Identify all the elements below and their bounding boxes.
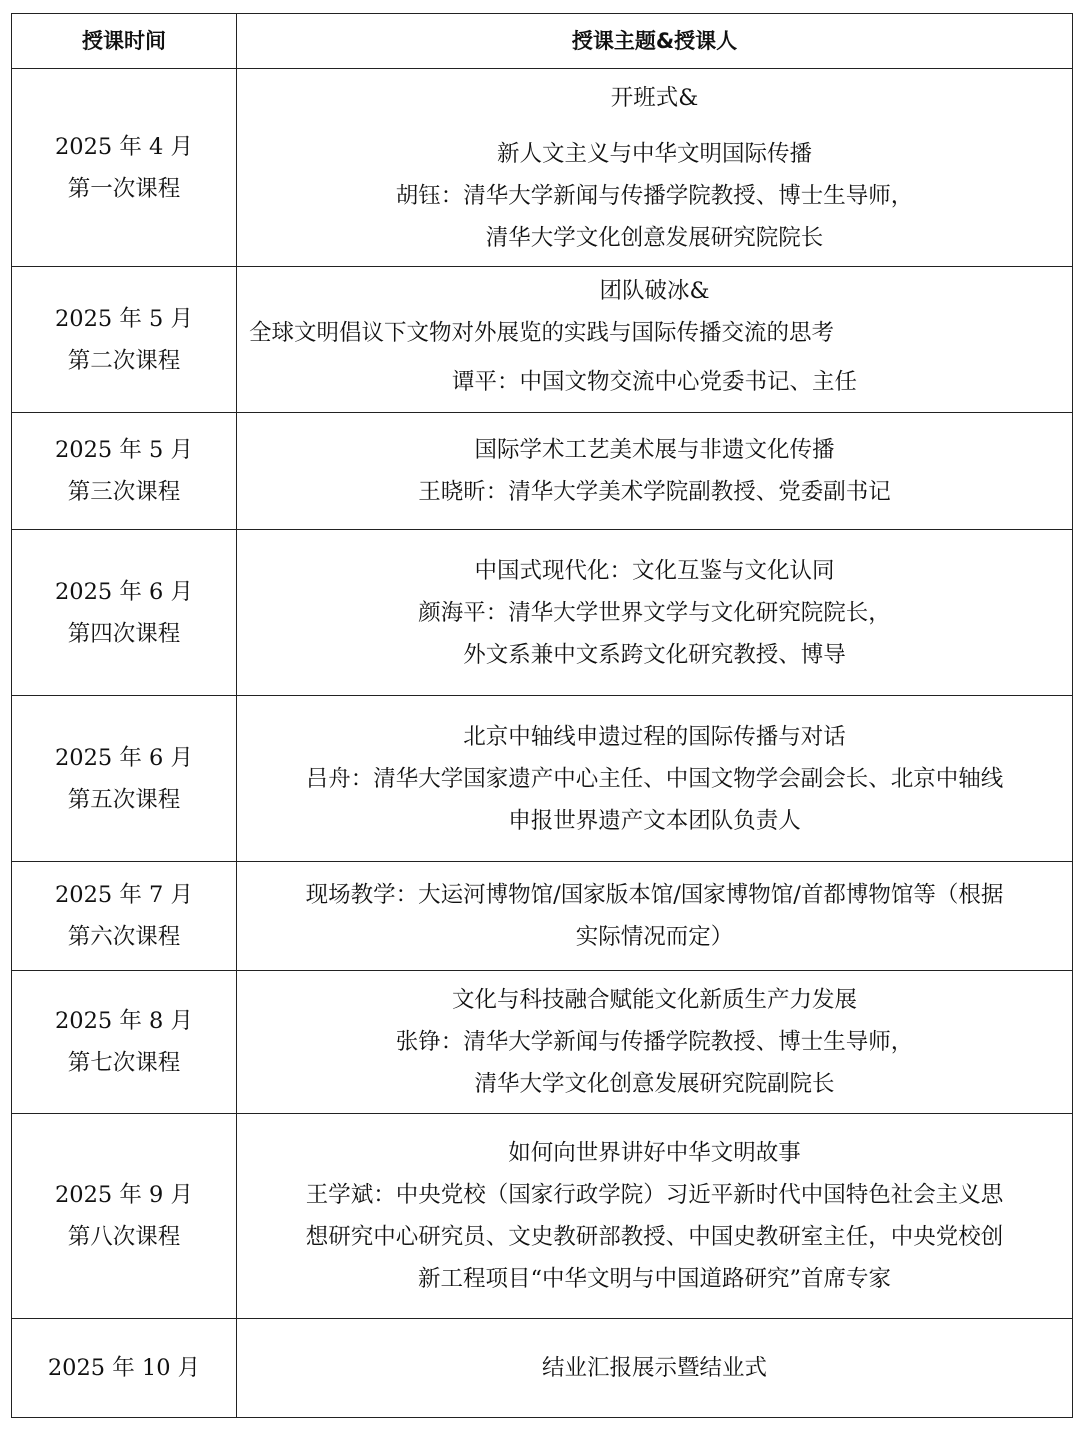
topic-line: 全球文明倡议下文物对外展览的实践与国际传播交流的思考 bbox=[249, 319, 835, 346]
topic-line: 文化与科技融合赋能文化新质生产力发展 bbox=[451, 987, 857, 1013]
lecturer-line: 吕舟：清华大学国家遗产中心主任、中国文物学会副会长、北京中轴线 bbox=[305, 765, 1004, 792]
session-number: 第六次课程 bbox=[67, 924, 181, 950]
lecturer-line: 外文系兼中文系跨文化研究教授、博导 bbox=[463, 641, 846, 668]
topic-line: 北京中轴线申遗过程的国际传播与对话 bbox=[463, 723, 846, 750]
time-cell bbox=[12, 69, 237, 267]
table-row bbox=[12, 1114, 1073, 1319]
lecturer-line: 胡钰：清华大学新闻与传播学院教授、博士生导师， bbox=[395, 182, 914, 209]
topic-cell bbox=[237, 1114, 1073, 1319]
table-header-row bbox=[12, 14, 1073, 69]
session-date: 2025 年 8 月 bbox=[54, 1008, 194, 1034]
topic-cell bbox=[237, 530, 1073, 696]
session-date: 2025 年 10 月 bbox=[47, 1355, 201, 1381]
time-cell bbox=[12, 530, 237, 696]
table-row bbox=[12, 696, 1073, 862]
table-row bbox=[12, 413, 1073, 530]
session-date: 2025 年 7 月 bbox=[54, 882, 194, 908]
lecturer-line: 清华大学文化创意发展研究院院长 bbox=[485, 224, 824, 251]
table-row bbox=[12, 1319, 1073, 1418]
topic-cell bbox=[237, 1319, 1073, 1418]
session-number: 第五次课程 bbox=[67, 786, 181, 813]
topic-line: 结业汇报展示暨结业式 bbox=[541, 1355, 767, 1381]
time-cell bbox=[12, 696, 237, 862]
session-number: 第一次课程 bbox=[67, 175, 181, 202]
session-number: 第七次课程 bbox=[67, 1050, 181, 1076]
session-date: 2025 年 4 月 bbox=[54, 133, 194, 160]
table-row bbox=[12, 971, 1073, 1114]
course-schedule-table bbox=[11, 13, 1073, 1418]
topic-line: 开班式& bbox=[610, 84, 699, 111]
lecturer-line: 王学斌：中央党校（国家行政学院）习近平新时代中国特色社会主义思 bbox=[305, 1182, 1004, 1208]
header-topic: 授课主题&授课人 bbox=[237, 14, 1073, 69]
session-number: 第八次课程 bbox=[67, 1224, 181, 1250]
topic-line: 实际情况而定） bbox=[575, 924, 734, 950]
lecturer-line: 颜海平：清华大学世界文学与文化研究院院长， bbox=[418, 599, 891, 626]
topic-line: 新人文主义与中华文明国际传播 bbox=[496, 140, 812, 167]
topic-line: 中国式现代化：文化互鉴与文化认同 bbox=[474, 557, 835, 584]
header-time: 授课时间 bbox=[12, 14, 237, 69]
table-row bbox=[12, 530, 1073, 696]
session-number: 第三次课程 bbox=[67, 479, 181, 505]
session-date: 2025 年 9 月 bbox=[54, 1182, 194, 1208]
table-row bbox=[12, 267, 1073, 413]
lecturer-line: 新工程项目“中华文明与中国道路研究”首席专家 bbox=[417, 1266, 891, 1292]
lecturer-line: 张铮：清华大学新闻与传播学院教授、博士生导师， bbox=[395, 1029, 914, 1055]
session-date: 2025 年 6 月 bbox=[54, 744, 194, 771]
session-date: 2025 年 5 月 bbox=[54, 305, 194, 332]
session-date: 2025 年 5 月 bbox=[54, 437, 194, 463]
time-cell bbox=[12, 862, 237, 971]
topic-line: 团队破冰& bbox=[599, 277, 710, 304]
topic-cell bbox=[237, 696, 1073, 862]
lecturer-line: 想研究中心研究员、文史教研部教授、中国史教研室主任，中央党校创 bbox=[305, 1224, 1004, 1250]
topic-cell bbox=[237, 862, 1073, 971]
lecturer-line: 申报世界遗产文本团队负责人 bbox=[508, 807, 801, 834]
lecturer-line: 王晓昕：清华大学美术学院副教授、党委副书记 bbox=[418, 479, 891, 505]
session-number: 第四次课程 bbox=[67, 620, 181, 647]
lecturer-line: 谭平：中国文物交流中心党委书记、主任 bbox=[451, 368, 857, 395]
topic-cell bbox=[237, 971, 1073, 1114]
time-cell bbox=[12, 971, 237, 1114]
lecturer-line: 清华大学文化创意发展研究院副院长 bbox=[474, 1071, 835, 1097]
time-cell bbox=[12, 1114, 237, 1319]
session-number: 第二次课程 bbox=[67, 347, 181, 374]
session-date: 2025 年 6 月 bbox=[54, 578, 194, 605]
topic-cell bbox=[237, 267, 1073, 413]
time-cell bbox=[12, 267, 237, 413]
time-cell bbox=[12, 1319, 237, 1418]
time-cell bbox=[12, 413, 237, 530]
table-row bbox=[12, 862, 1073, 971]
topic-line: 现场教学：大运河博物馆/国家版本馆/国家博物馆/首都博物馆等（根据 bbox=[305, 882, 1004, 908]
topic-cell bbox=[237, 413, 1073, 530]
topic-line: 国际学术工艺美术展与非遗文化传播 bbox=[474, 437, 835, 463]
topic-line: 如何向世界讲好中华文明故事 bbox=[508, 1140, 801, 1166]
topic-cell bbox=[237, 69, 1073, 267]
table-row bbox=[12, 69, 1073, 267]
